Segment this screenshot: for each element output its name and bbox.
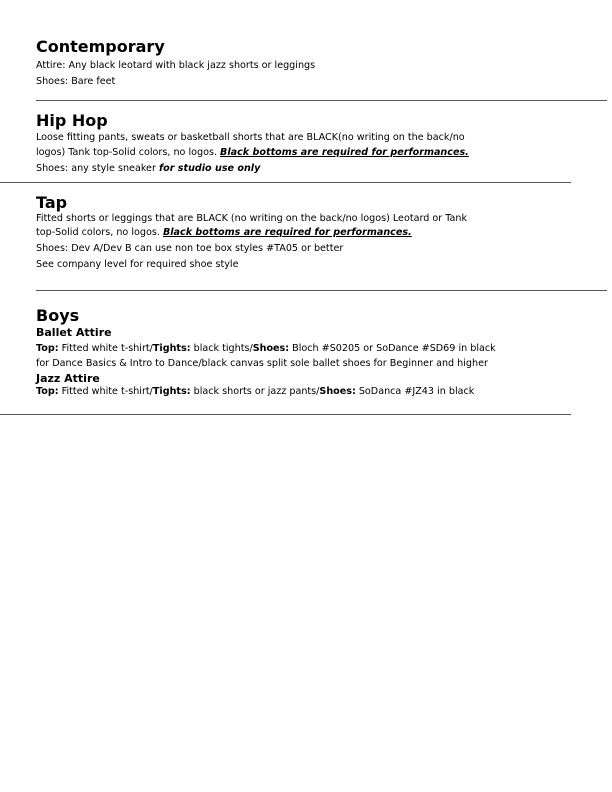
tap-shoes-line: Shoes: Dev A/Dev B can use non toe box styles #TA05 or better bbox=[36, 243, 344, 254]
jazz-top-value: Fitted white t-shirt/ bbox=[58, 386, 153, 397]
jazz-shoes-value: SoDanca #JZ43 in black bbox=[355, 386, 475, 397]
boys-ballet-heading: Ballet Attire bbox=[36, 326, 112, 339]
tap-performance-note: Black bottoms are required for performances. bbox=[162, 227, 412, 238]
boys-ballet-line-2: for Dance Basics & Intro to Dance/black canvas split sole ballet shoes for Beginner and higher bbox=[36, 358, 488, 369]
jazz-tights-label: Tights: bbox=[152, 386, 191, 397]
section-divider bbox=[36, 290, 607, 291]
jazz-shoes-label: Shoes: bbox=[319, 386, 356, 397]
section-divider bbox=[0, 182, 571, 183]
ballet-tights-value: black tights/ bbox=[190, 343, 253, 354]
tap-top-text: top-Solid colors, no logos. bbox=[36, 227, 163, 238]
tap-heading: Tap bbox=[36, 193, 68, 212]
hiphop-top-text: logos) Tank top-Solid colors, no logos. bbox=[36, 147, 221, 158]
section-divider bbox=[0, 414, 571, 415]
jazz-top-label: Top: bbox=[36, 386, 59, 397]
hiphop-heading: Hip Hop bbox=[36, 111, 108, 130]
ballet-tights-label: Tights: bbox=[152, 343, 191, 354]
boys-ballet-line bbox=[36, 342, 496, 355]
hiphop-shoes-note: for studio use only bbox=[158, 163, 261, 174]
contemporary-attire: Attire: Any black leotard with black jazz shorts or leggings bbox=[36, 60, 316, 71]
ballet-shoes-label: Shoes: bbox=[252, 343, 290, 354]
contemporary-shoes: Shoes: Bare feet bbox=[36, 76, 116, 87]
boys-heading: Boys bbox=[36, 306, 80, 325]
boys-jazz-line bbox=[36, 385, 474, 398]
section-divider bbox=[36, 100, 607, 101]
ballet-top-value: Fitted white t-shirt/ bbox=[58, 343, 153, 354]
jazz-tights-value: black shorts or jazz pants/ bbox=[190, 386, 320, 397]
hiphop-pants-line: Loose fitting pants, sweats or basketball shorts that are BLACK(no writing on the back/no bbox=[36, 132, 465, 143]
hiphop-shoes-text: Shoes: any style sneaker bbox=[36, 163, 159, 174]
hiphop-shoes-line bbox=[36, 162, 260, 175]
contemporary-heading: Contemporary bbox=[36, 37, 165, 56]
tap-top-line bbox=[36, 226, 412, 239]
tap-company-note: See company level for required shoe style bbox=[36, 259, 239, 270]
ballet-top-label: Top: bbox=[36, 343, 59, 354]
tap-shorts-line: Fitted shorts or leggings that are BLACK (no writing on the back/no logos) Leotard or Tank bbox=[36, 213, 468, 224]
hiphop-performance-note: Black bottoms are required for performances. bbox=[220, 147, 469, 158]
boys-jazz-heading: Jazz Attire bbox=[36, 372, 100, 385]
ballet-shoes-value: Bloch #S0205 or SoDance #SD69 in black bbox=[289, 343, 496, 354]
hiphop-top-line bbox=[36, 146, 469, 159]
